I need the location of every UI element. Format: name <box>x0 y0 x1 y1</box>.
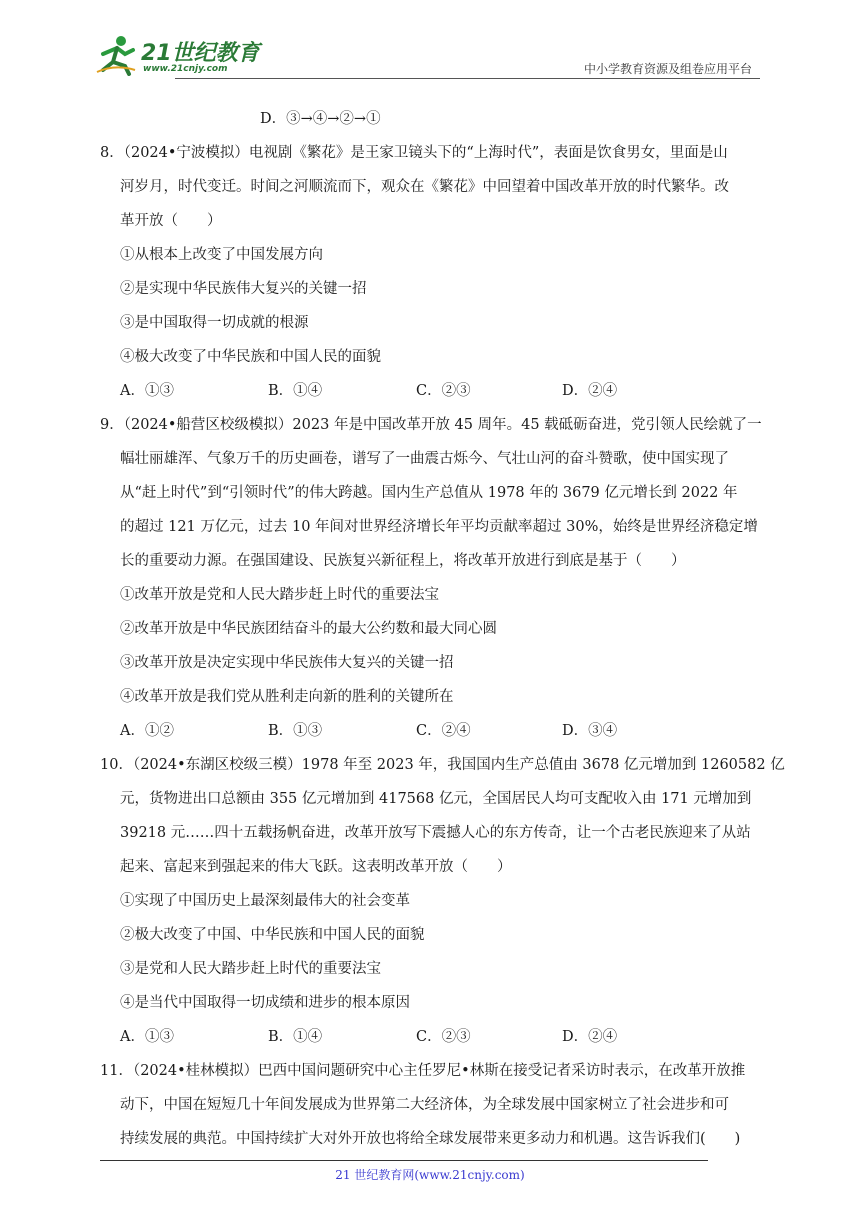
logo-text: 21世纪教育 <box>141 41 260 66</box>
prev-option-d: D．③→④→②→① <box>260 111 381 127</box>
footer-link[interactable]: 21 世纪教育网(www.21cnjy.com) <box>335 1168 525 1182</box>
option-d[interactable]: D．②④ <box>562 383 618 399</box>
option-b[interactable]: B．①④ <box>268 383 323 399</box>
statement: ④改革开放是我们党从胜利走向新的胜利的关键所在 <box>120 689 454 705</box>
question-stem-line: 持续发展的典范。中国持续扩大对外开放也将给全球发展带来更多动力和机遇。这告诉我们( ) <box>120 1131 741 1147</box>
option-c[interactable]: C．②④ <box>416 723 471 739</box>
question-stem-line: 河岁月，时代变迁。时间之河顺流而下，观众在《繁花》中回望着中国改革开放的时代繁华。改 <box>120 179 729 195</box>
answer-options <box>100 714 765 748</box>
statement: ③是党和人民大踏步赶上时代的重要法宝 <box>120 961 381 977</box>
option-a[interactable]: A．①② <box>120 723 174 739</box>
option-a[interactable]: A．①③ <box>120 383 174 399</box>
site-logo[interactable] <box>95 34 265 76</box>
statement: ②是实现中华民族伟大复兴的关键一招 <box>120 281 367 297</box>
option-d[interactable]: D．②④ <box>562 1029 618 1045</box>
platform-title: 中小学教育资源及组卷应用平台 <box>583 62 752 76</box>
option-c[interactable]: C．②③ <box>416 383 471 399</box>
header-divider <box>175 78 760 79</box>
statement: ④极大改变了中华民族和中国人民的面貌 <box>120 349 381 365</box>
logo-url: www.21cnjy.com <box>143 64 228 74</box>
option-d[interactable]: D．③④ <box>562 723 618 739</box>
question-stem-line: 幅壮丽雄浑、气象万千的历史画卷，谱写了一曲震古烁今、气壮山河的奋斗赞歌，使中国实现了 <box>120 451 729 467</box>
page-header <box>95 30 760 82</box>
question-stem-line: 动下，中国在短短几十年间发展成为世界第二大经济体，为全球发展中国家树立了社会进步和可 <box>120 1097 729 1113</box>
question-stem-line: 10．（2024•东湖区校级三模）1978 年至 2023 年，我国国内生产总值由 3678 亿元增加到 1260582 亿 <box>100 757 785 773</box>
question-stem-line: 元，货物进出口总额由 355 亿元增加到 417568 亿元，全国居民人均可支配收入由 171 元增加到 <box>120 791 752 807</box>
statement: ③改革开放是决定实现中华民族伟大复兴的关键一招 <box>120 655 454 671</box>
answer-options <box>100 1020 765 1054</box>
footer-divider <box>100 1160 708 1161</box>
question-10 <box>100 748 785 1054</box>
question-stem-line: 9．（2024•船营区校级模拟）2023 年是中国改革开放 45 周年。45 载砥砺奋进，党引领人民绘就了一 <box>100 417 762 433</box>
statement: ②极大改变了中国、中华民族和中国人民的面貌 <box>120 927 425 943</box>
question-stem-line: 长的重要动力源。在强国建设、民族复兴新征程上，将改革开放进行到底是基于（ ） <box>120 553 686 569</box>
answer-options <box>100 374 765 408</box>
question-9 <box>100 408 765 748</box>
statement: ①从根本上改变了中国发展方向 <box>120 247 323 263</box>
option-a[interactable]: A．①③ <box>120 1029 174 1045</box>
option-b[interactable]: B．①④ <box>268 1029 323 1045</box>
question-11 <box>100 1054 765 1156</box>
statement: ②改革开放是中华民族团结奋斗的最大公约数和最大同心圆 <box>120 621 497 637</box>
question-stem-line: 从“赶上时代”到“引领时代”的伟大跨越。国内生产总值从 1978 年的 3679 亿元增长到 2022 年 <box>120 485 738 501</box>
question-stem-line: 革开放（ ） <box>120 213 222 229</box>
question-stem-line: 39218 元……四十五载扬帆奋进，改革开放写下震撼人心的东方传奇，让一个古老民族迎来了从站 <box>120 825 751 841</box>
question-stem-line: 8．（2024•宁波模拟）电视剧《繁花》是王家卫镜头下的“上海时代”，表面是饮食男女，里面是山 <box>100 145 728 161</box>
runner-logo-icon <box>95 34 137 76</box>
statement: ①改革开放是党和人民大踏步赶上时代的重要法宝 <box>120 587 439 603</box>
statement: ③是中国取得一切成就的根源 <box>120 315 309 331</box>
question-stem-line: 的超过 121 万亿元，过去 10 年间对世界经济增长年平均贡献率超过 30%，始终是世界经济稳定增 <box>120 519 758 535</box>
option-b[interactable]: B．①③ <box>268 723 323 739</box>
question-stem-line: 起来、富起来到强起来的伟大飞跃。这表明改革开放（ ） <box>120 859 512 875</box>
option-c[interactable]: C．②③ <box>416 1029 471 1045</box>
question-stem-line: 11．（2024•桂林模拟）巴西中国问题研究中心主任罗尼•林斯在接受记者采访时表示，在改革开放推 <box>100 1063 746 1079</box>
question-content <box>100 102 785 1156</box>
question-8 <box>100 136 765 408</box>
statement: ④是当代中国取得一切成绩和进步的根本原因 <box>120 995 410 1011</box>
statement: ①实现了中国历史上最深刻最伟大的社会变革 <box>120 893 410 909</box>
